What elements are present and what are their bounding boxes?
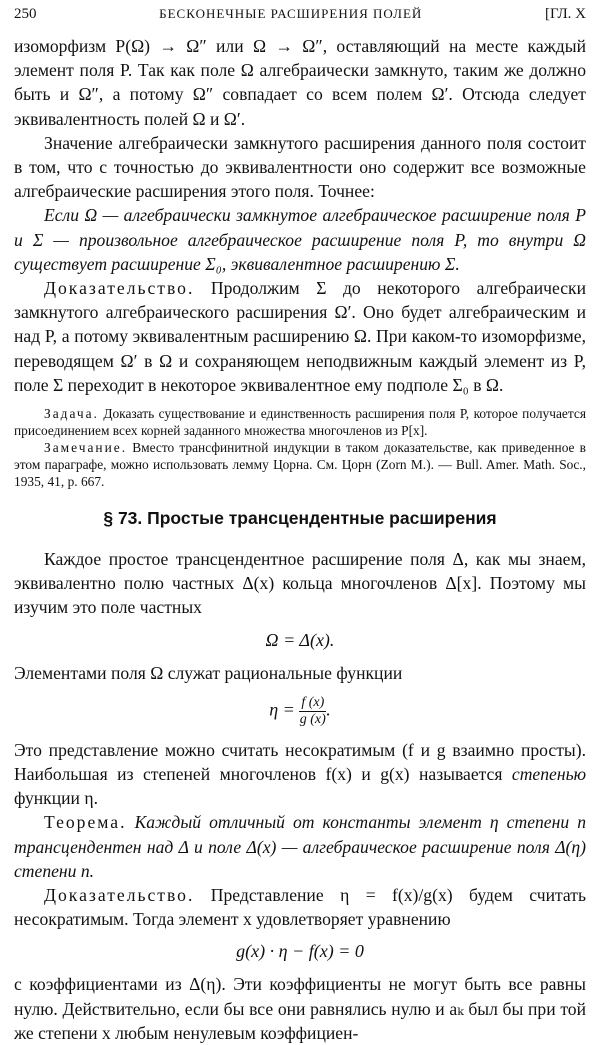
paragraph-8: с коэффициентами из Δ(η). Эти коэффициенты не могут быть все равны нулю. Действительно, если бы все они равнялись нулю и aₖ был бы при той же степени x любым ненулевым коэффициен- xyxy=(14,974,586,1043)
equation-3: g(x) · η − f(x) = 0 xyxy=(236,941,364,962)
task-text: Доказать существование и единственность расширения поля P, которое получается присоединением всех корней заданного множества многочленов из P[x]. xyxy=(14,406,586,439)
eq2-numerator: f (x) xyxy=(301,694,325,710)
paragraph-7-a: Это представление можно считать несократимым (f и g взаимно просты). Наибольшая из степеней многочленов f(x) и g(x) называется xyxy=(14,739,586,785)
task-note xyxy=(14,405,586,439)
paragraph-7 xyxy=(14,738,586,811)
eq2-fraction xyxy=(299,695,326,728)
equation-2: η = $\frac{f (x)}{g (x)}$ . xyxy=(269,694,331,727)
proof-text: Продолжим Σ до некоторого алгебраически замкнутого алгебраического расширения Ω′. Оно будет алгебраическим и над P, а потому эквивалентным расширению Ω. При каком-то изоморфизме, переводящем Ω′ в Ω и сохраняющем неподвижным каждый элемент из P, поле Σ переходит в некоторое эквивалентное ему подполе Σ₀ в Ω. xyxy=(14,278,586,395)
proof-paragraph-2 xyxy=(14,883,586,931)
paragraph-7-emphasis: степенью xyxy=(511,764,586,785)
paragraph-1: изоморфизм P(Ω) → Ω″ или Ω → Ω″, оставляющий на месте каждый элемент поля P. Так как поле Ω алгебраически замкнуто, таким же должно быть и Ω″, а потому Ω″ совпадает со всем полем Ω′. Отсюда следует эквивалентность полей Ω и Ω′. xyxy=(14,36,586,129)
task-label: Задача. xyxy=(44,406,99,422)
paragraph-6: Элементами поля Ω служат рациональные функции xyxy=(14,662,403,683)
section-title: § 73. Простые трансцендентные расширения xyxy=(103,508,497,529)
lemma-statement: Если Ω — алгебраически замкнутое алгебраическое расширение поля P и Σ — произвольное алгебраическое расширение поля P, то внутри Ω существует расширение Σ₀, эквивалентное расширению Σ. xyxy=(14,205,586,274)
book-page xyxy=(14,6,586,1045)
remark-note xyxy=(14,439,586,490)
paragraph-5: Каждое простое трансцендентное расширение поля Δ, как мы знаем, эквивалентно полю частных Δ(x) кольца многочленов Δ[x]. Поэтому мы изучим это поле частных xyxy=(14,549,586,618)
running-title: БЕСКОНЕЧНЫЕ РАСШИРЕНИЯ ПОЛЕЙ xyxy=(159,6,423,21)
paragraph-7-b: функции η. xyxy=(14,788,98,809)
eq2-lhs: η = xyxy=(269,699,295,720)
equation-1: Ω = Δ(x). xyxy=(265,629,335,650)
chapter-label: [ГЛ. X xyxy=(544,6,586,22)
eq2-denominator: g (x) xyxy=(299,711,326,727)
theorem-label: Теорема. xyxy=(44,812,127,833)
remark-label: Замечание. xyxy=(44,440,128,456)
notes-block xyxy=(14,405,586,490)
theorem xyxy=(14,810,586,883)
remark-text: Вместо трансфинитной индукции в таком доказательстве, как приведенное в этом параграфе, можно использовать лемму Цорна. См. Цорн (Zorn M.). — Bull. Amer. Math. Soc., 1935, 41, p. 667. xyxy=(14,440,586,490)
paragraph-2: Значение алгебраически замкнутого расширения данного поля состоит в том, что с точностью до эквивалентности оно содержит все возможные алгебраические расширения этого поля. Точнее: xyxy=(14,132,586,202)
theorem-text: Каждый отличный от константы элемент η степени n трансцендентен над Δ и поле Δ(x) — алгебраическое расширение поля Δ(η) степени n. xyxy=(14,812,586,881)
proof-label: Доказательство. xyxy=(44,278,195,299)
proof2-text: Представление η = f(x)/g(x) будем считать несократимым. Тогда элемент x удовлетворяет уравнению xyxy=(14,885,586,930)
page-number: 250 xyxy=(14,6,37,22)
proof2-label: Доказательство. xyxy=(44,885,195,906)
proof-paragraph-1 xyxy=(14,276,586,397)
running-header xyxy=(14,6,586,34)
